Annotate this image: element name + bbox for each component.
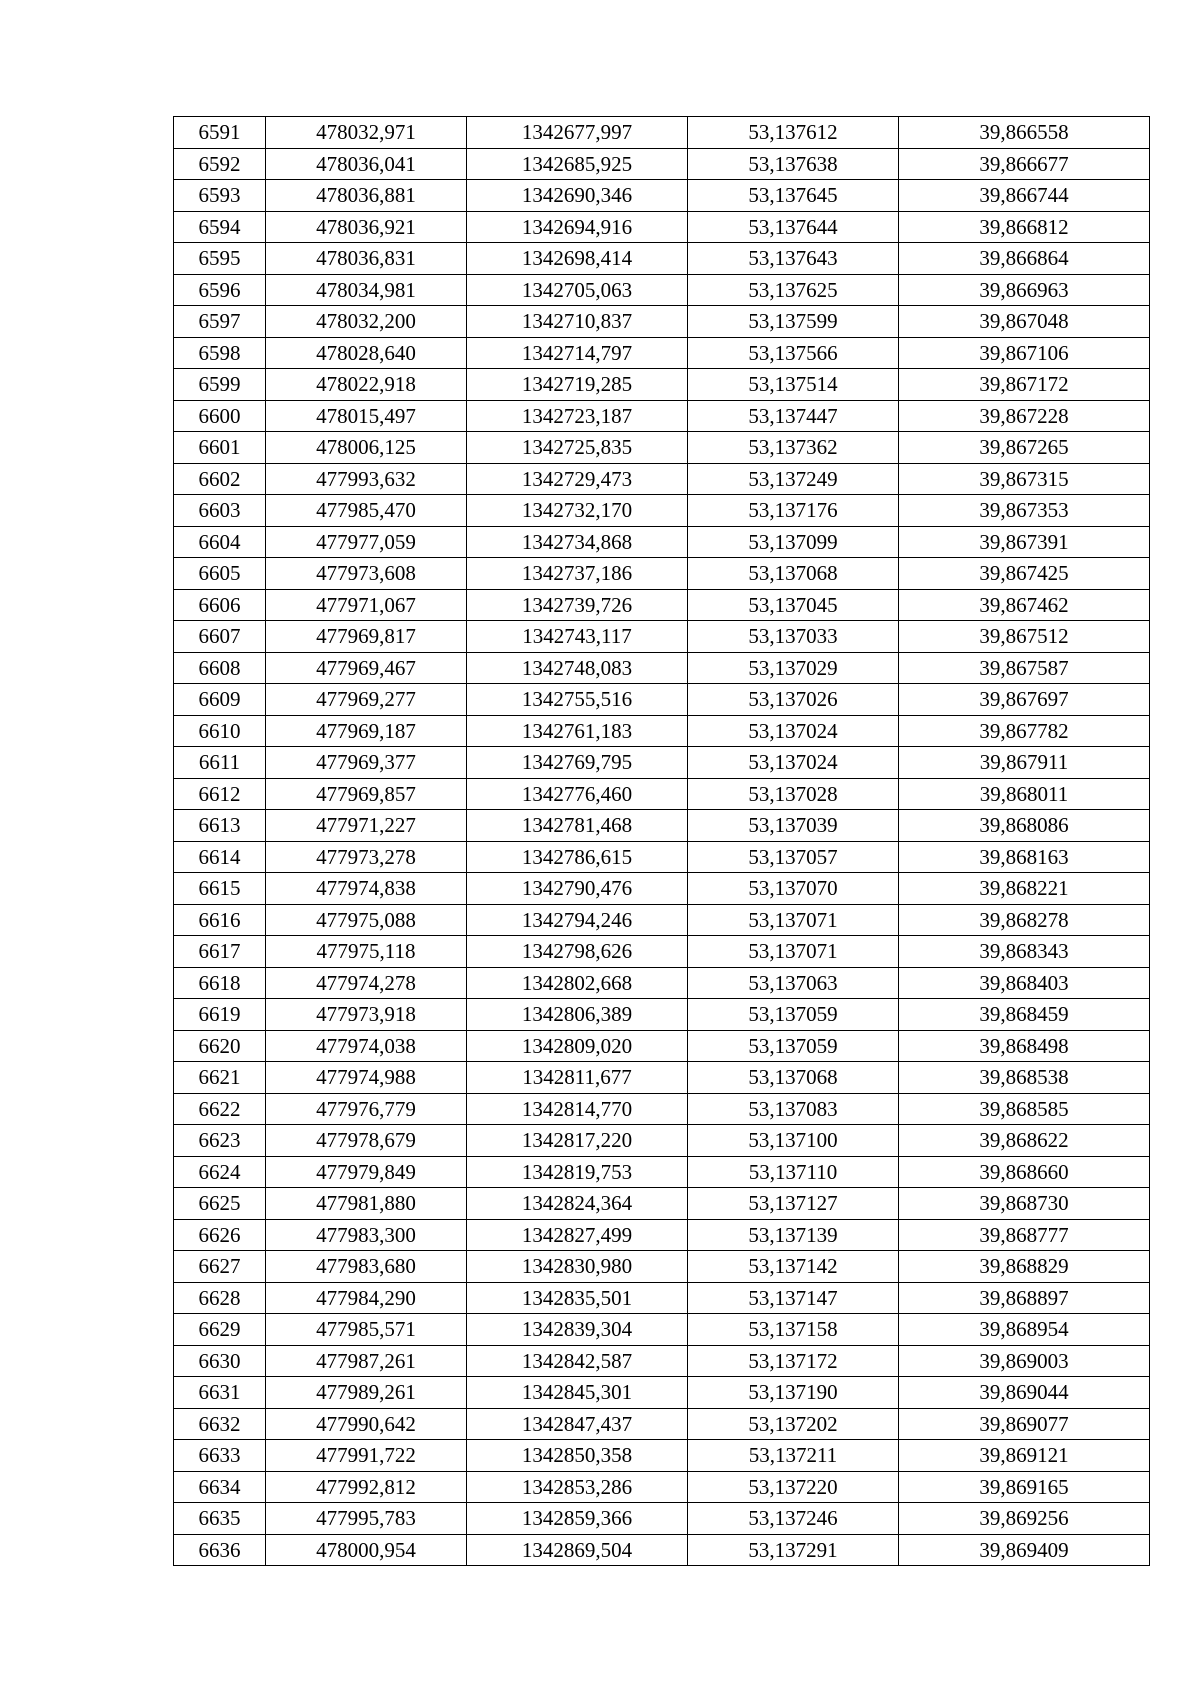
latitude-cell: 53,137110	[688, 1156, 899, 1188]
table-row	[174, 652, 1150, 684]
coordinates-table	[173, 116, 1150, 1566]
table-row	[174, 526, 1150, 558]
point-number-cell: 6634	[174, 1471, 266, 1503]
longitude-cell: 39,868278	[899, 904, 1150, 936]
y-coordinate-cell: 1342694,916	[467, 211, 688, 243]
latitude-cell: 53,137026	[688, 684, 899, 716]
point-number-cell: 6618	[174, 967, 266, 999]
point-number-cell: 6612	[174, 778, 266, 810]
latitude-cell: 53,137249	[688, 463, 899, 495]
x-coordinate-cell: 477969,187	[266, 715, 467, 747]
y-coordinate-cell: 1342732,170	[467, 495, 688, 527]
latitude-cell: 53,137644	[688, 211, 899, 243]
longitude-cell: 39,867172	[899, 369, 1150, 401]
latitude-cell: 53,137638	[688, 148, 899, 180]
table-row	[174, 1408, 1150, 1440]
point-number-cell: 6608	[174, 652, 266, 684]
y-coordinate-cell: 1342802,668	[467, 967, 688, 999]
y-coordinate-cell: 1342853,286	[467, 1471, 688, 1503]
point-number-cell: 6602	[174, 463, 266, 495]
point-number-cell: 6592	[174, 148, 266, 180]
x-coordinate-cell: 477983,300	[266, 1219, 467, 1251]
y-coordinate-cell: 1342769,795	[467, 747, 688, 779]
point-number-cell: 6605	[174, 558, 266, 590]
point-number-cell: 6619	[174, 999, 266, 1031]
x-coordinate-cell: 477981,880	[266, 1188, 467, 1220]
latitude-cell: 53,137211	[688, 1440, 899, 1472]
point-number-cell: 6621	[174, 1062, 266, 1094]
y-coordinate-cell: 1342734,868	[467, 526, 688, 558]
latitude-cell: 53,137068	[688, 1062, 899, 1094]
y-coordinate-cell: 1342847,437	[467, 1408, 688, 1440]
longitude-cell: 39,868011	[899, 778, 1150, 810]
latitude-cell: 53,137127	[688, 1188, 899, 1220]
point-number-cell: 6601	[174, 432, 266, 464]
longitude-cell: 39,869003	[899, 1345, 1150, 1377]
latitude-cell: 53,137566	[688, 337, 899, 369]
point-number-cell: 6607	[174, 621, 266, 653]
point-number-cell: 6597	[174, 306, 266, 338]
longitude-cell: 39,869165	[899, 1471, 1150, 1503]
y-coordinate-cell: 1342723,187	[467, 400, 688, 432]
latitude-cell: 53,137059	[688, 999, 899, 1031]
y-coordinate-cell: 1342739,726	[467, 589, 688, 621]
point-number-cell: 6596	[174, 274, 266, 306]
latitude-cell: 53,137059	[688, 1030, 899, 1062]
longitude-cell: 39,869044	[899, 1377, 1150, 1409]
longitude-cell: 39,868660	[899, 1156, 1150, 1188]
point-number-cell: 6610	[174, 715, 266, 747]
y-coordinate-cell: 1342685,925	[467, 148, 688, 180]
point-number-cell: 6616	[174, 904, 266, 936]
y-coordinate-cell: 1342786,615	[467, 841, 688, 873]
x-coordinate-cell: 477969,377	[266, 747, 467, 779]
x-coordinate-cell: 477991,722	[266, 1440, 467, 1472]
latitude-cell: 53,137514	[688, 369, 899, 401]
latitude-cell: 53,137099	[688, 526, 899, 558]
y-coordinate-cell: 1342748,083	[467, 652, 688, 684]
table-row	[174, 432, 1150, 464]
point-number-cell: 6626	[174, 1219, 266, 1251]
x-coordinate-cell: 477969,817	[266, 621, 467, 653]
y-coordinate-cell: 1342839,304	[467, 1314, 688, 1346]
table-row	[174, 715, 1150, 747]
y-coordinate-cell: 1342835,501	[467, 1282, 688, 1314]
latitude-cell: 53,137447	[688, 400, 899, 432]
latitude-cell: 53,137612	[688, 117, 899, 149]
latitude-cell: 53,137028	[688, 778, 899, 810]
longitude-cell: 39,866677	[899, 148, 1150, 180]
latitude-cell: 53,137362	[688, 432, 899, 464]
point-number-cell: 6613	[174, 810, 266, 842]
longitude-cell: 39,867697	[899, 684, 1150, 716]
longitude-cell: 39,868163	[899, 841, 1150, 873]
longitude-cell: 39,867911	[899, 747, 1150, 779]
y-coordinate-cell: 1342869,504	[467, 1534, 688, 1566]
table-row	[174, 463, 1150, 495]
latitude-cell: 53,137625	[688, 274, 899, 306]
x-coordinate-cell: 477974,988	[266, 1062, 467, 1094]
x-coordinate-cell: 478036,881	[266, 180, 467, 212]
table-row	[174, 841, 1150, 873]
point-number-cell: 6599	[174, 369, 266, 401]
table-row	[174, 1282, 1150, 1314]
x-coordinate-cell: 478036,831	[266, 243, 467, 275]
x-coordinate-cell: 477993,632	[266, 463, 467, 495]
x-coordinate-cell: 478032,200	[266, 306, 467, 338]
table-row	[174, 589, 1150, 621]
table-row	[174, 148, 1150, 180]
table-row	[174, 243, 1150, 275]
y-coordinate-cell: 1342790,476	[467, 873, 688, 905]
y-coordinate-cell: 1342719,285	[467, 369, 688, 401]
point-number-cell: 6633	[174, 1440, 266, 1472]
y-coordinate-cell: 1342827,499	[467, 1219, 688, 1251]
latitude-cell: 53,137643	[688, 243, 899, 275]
y-coordinate-cell: 1342677,997	[467, 117, 688, 149]
x-coordinate-cell: 477995,783	[266, 1503, 467, 1535]
y-coordinate-cell: 1342705,063	[467, 274, 688, 306]
latitude-cell: 53,137083	[688, 1093, 899, 1125]
longitude-cell: 39,868622	[899, 1125, 1150, 1157]
table-row	[174, 274, 1150, 306]
table-row	[174, 1188, 1150, 1220]
table-row	[174, 1377, 1150, 1409]
table-row	[174, 684, 1150, 716]
latitude-cell: 53,137100	[688, 1125, 899, 1157]
latitude-cell: 53,137071	[688, 904, 899, 936]
table-row	[174, 1503, 1150, 1535]
latitude-cell: 53,137024	[688, 715, 899, 747]
x-coordinate-cell: 478006,125	[266, 432, 467, 464]
point-number-cell: 6603	[174, 495, 266, 527]
y-coordinate-cell: 1342842,587	[467, 1345, 688, 1377]
longitude-cell: 39,869077	[899, 1408, 1150, 1440]
latitude-cell: 53,137291	[688, 1534, 899, 1566]
y-coordinate-cell: 1342794,246	[467, 904, 688, 936]
table-row	[174, 1093, 1150, 1125]
table-row	[174, 621, 1150, 653]
point-number-cell: 6631	[174, 1377, 266, 1409]
point-number-cell: 6636	[174, 1534, 266, 1566]
x-coordinate-cell: 477976,779	[266, 1093, 467, 1125]
longitude-cell: 39,868730	[899, 1188, 1150, 1220]
x-coordinate-cell: 477989,261	[266, 1377, 467, 1409]
table-row	[174, 211, 1150, 243]
y-coordinate-cell: 1342776,460	[467, 778, 688, 810]
longitude-cell: 39,866864	[899, 243, 1150, 275]
longitude-cell: 39,868829	[899, 1251, 1150, 1283]
table-row	[174, 369, 1150, 401]
longitude-cell: 39,869121	[899, 1440, 1150, 1472]
x-coordinate-cell: 477979,849	[266, 1156, 467, 1188]
y-coordinate-cell: 1342850,358	[467, 1440, 688, 1472]
x-coordinate-cell: 477969,467	[266, 652, 467, 684]
x-coordinate-cell: 477969,857	[266, 778, 467, 810]
table-row	[174, 936, 1150, 968]
longitude-cell: 39,867315	[899, 463, 1150, 495]
point-number-cell: 6630	[174, 1345, 266, 1377]
x-coordinate-cell: 478036,041	[266, 148, 467, 180]
latitude-cell: 53,137071	[688, 936, 899, 968]
point-number-cell: 6614	[174, 841, 266, 873]
table-row	[174, 306, 1150, 338]
latitude-cell: 53,137063	[688, 967, 899, 999]
longitude-cell: 39,868403	[899, 967, 1150, 999]
latitude-cell: 53,137246	[688, 1503, 899, 1535]
latitude-cell: 53,137172	[688, 1345, 899, 1377]
table-row	[174, 778, 1150, 810]
x-coordinate-cell: 477984,290	[266, 1282, 467, 1314]
table-row	[174, 1125, 1150, 1157]
point-number-cell: 6615	[174, 873, 266, 905]
longitude-cell: 39,867587	[899, 652, 1150, 684]
point-number-cell: 6604	[174, 526, 266, 558]
x-coordinate-cell: 478022,918	[266, 369, 467, 401]
longitude-cell: 39,868498	[899, 1030, 1150, 1062]
x-coordinate-cell: 477992,812	[266, 1471, 467, 1503]
x-coordinate-cell: 478000,954	[266, 1534, 467, 1566]
longitude-cell: 39,867462	[899, 589, 1150, 621]
x-coordinate-cell: 478036,921	[266, 211, 467, 243]
coordinates-table-body	[174, 117, 1150, 1566]
y-coordinate-cell: 1342798,626	[467, 936, 688, 968]
table-row	[174, 1314, 1150, 1346]
table-row	[174, 747, 1150, 779]
point-number-cell: 6591	[174, 117, 266, 149]
longitude-cell: 39,867106	[899, 337, 1150, 369]
x-coordinate-cell: 477987,261	[266, 1345, 467, 1377]
x-coordinate-cell: 477974,278	[266, 967, 467, 999]
latitude-cell: 53,137070	[688, 873, 899, 905]
x-coordinate-cell: 477971,067	[266, 589, 467, 621]
point-number-cell: 6635	[174, 1503, 266, 1535]
longitude-cell: 39,868954	[899, 1314, 1150, 1346]
point-number-cell: 6600	[174, 400, 266, 432]
point-number-cell: 6598	[174, 337, 266, 369]
table-row	[174, 1030, 1150, 1062]
point-number-cell: 6609	[174, 684, 266, 716]
point-number-cell: 6632	[174, 1408, 266, 1440]
y-coordinate-cell: 1342725,835	[467, 432, 688, 464]
latitude-cell: 53,137142	[688, 1251, 899, 1283]
table-row	[174, 117, 1150, 149]
x-coordinate-cell: 477983,680	[266, 1251, 467, 1283]
longitude-cell: 39,867265	[899, 432, 1150, 464]
longitude-cell: 39,866744	[899, 180, 1150, 212]
latitude-cell: 53,137039	[688, 810, 899, 842]
longitude-cell: 39,867512	[899, 621, 1150, 653]
y-coordinate-cell: 1342811,677	[467, 1062, 688, 1094]
latitude-cell: 53,137045	[688, 589, 899, 621]
table-row	[174, 1251, 1150, 1283]
x-coordinate-cell: 477975,118	[266, 936, 467, 968]
longitude-cell: 39,868221	[899, 873, 1150, 905]
y-coordinate-cell: 1342859,366	[467, 1503, 688, 1535]
longitude-cell: 39,867391	[899, 526, 1150, 558]
x-coordinate-cell: 478015,497	[266, 400, 467, 432]
longitude-cell: 39,868897	[899, 1282, 1150, 1314]
x-coordinate-cell: 478032,971	[266, 117, 467, 149]
y-coordinate-cell: 1342814,770	[467, 1093, 688, 1125]
point-number-cell: 6617	[174, 936, 266, 968]
y-coordinate-cell: 1342817,220	[467, 1125, 688, 1157]
point-number-cell: 6627	[174, 1251, 266, 1283]
latitude-cell: 53,137024	[688, 747, 899, 779]
x-coordinate-cell: 477975,088	[266, 904, 467, 936]
y-coordinate-cell: 1342809,020	[467, 1030, 688, 1062]
point-number-cell: 6629	[174, 1314, 266, 1346]
latitude-cell: 53,137220	[688, 1471, 899, 1503]
table-row	[174, 1156, 1150, 1188]
y-coordinate-cell: 1342729,473	[467, 463, 688, 495]
x-coordinate-cell: 478028,640	[266, 337, 467, 369]
table-row	[174, 967, 1150, 999]
latitude-cell: 53,137176	[688, 495, 899, 527]
table-row	[174, 873, 1150, 905]
table-row	[174, 904, 1150, 936]
latitude-cell: 53,137033	[688, 621, 899, 653]
x-coordinate-cell: 477974,838	[266, 873, 467, 905]
y-coordinate-cell: 1342737,186	[467, 558, 688, 590]
point-number-cell: 6628	[174, 1282, 266, 1314]
longitude-cell: 39,868538	[899, 1062, 1150, 1094]
x-coordinate-cell: 477971,227	[266, 810, 467, 842]
table-row	[174, 558, 1150, 590]
table-row	[174, 810, 1150, 842]
y-coordinate-cell: 1342743,117	[467, 621, 688, 653]
point-number-cell: 6595	[174, 243, 266, 275]
point-number-cell: 6620	[174, 1030, 266, 1062]
table-row	[174, 495, 1150, 527]
latitude-cell: 53,137645	[688, 180, 899, 212]
point-number-cell: 6625	[174, 1188, 266, 1220]
latitude-cell: 53,137158	[688, 1314, 899, 1346]
longitude-cell: 39,866963	[899, 274, 1150, 306]
longitude-cell: 39,867228	[899, 400, 1150, 432]
y-coordinate-cell: 1342830,980	[467, 1251, 688, 1283]
x-coordinate-cell: 477985,470	[266, 495, 467, 527]
longitude-cell: 39,867425	[899, 558, 1150, 590]
table-row	[174, 1471, 1150, 1503]
x-coordinate-cell: 477978,679	[266, 1125, 467, 1157]
longitude-cell: 39,868343	[899, 936, 1150, 968]
point-number-cell: 6606	[174, 589, 266, 621]
x-coordinate-cell: 477969,277	[266, 684, 467, 716]
y-coordinate-cell: 1342806,389	[467, 999, 688, 1031]
longitude-cell: 39,867048	[899, 306, 1150, 338]
point-number-cell: 6611	[174, 747, 266, 779]
x-coordinate-cell: 477990,642	[266, 1408, 467, 1440]
table-row	[174, 1062, 1150, 1094]
latitude-cell: 53,137190	[688, 1377, 899, 1409]
longitude-cell: 39,866812	[899, 211, 1150, 243]
x-coordinate-cell: 477985,571	[266, 1314, 467, 1346]
point-number-cell: 6594	[174, 211, 266, 243]
longitude-cell: 39,867353	[899, 495, 1150, 527]
table-row	[174, 337, 1150, 369]
table-row	[174, 180, 1150, 212]
latitude-cell: 53,137599	[688, 306, 899, 338]
point-number-cell: 6624	[174, 1156, 266, 1188]
y-coordinate-cell: 1342824,364	[467, 1188, 688, 1220]
longitude-cell: 39,869409	[899, 1534, 1150, 1566]
latitude-cell: 53,137139	[688, 1219, 899, 1251]
longitude-cell: 39,868777	[899, 1219, 1150, 1251]
y-coordinate-cell: 1342781,468	[467, 810, 688, 842]
longitude-cell: 39,868585	[899, 1093, 1150, 1125]
longitude-cell: 39,869256	[899, 1503, 1150, 1535]
table-row	[174, 1219, 1150, 1251]
y-coordinate-cell: 1342710,837	[467, 306, 688, 338]
y-coordinate-cell: 1342714,797	[467, 337, 688, 369]
x-coordinate-cell: 477973,278	[266, 841, 467, 873]
latitude-cell: 53,137068	[688, 558, 899, 590]
latitude-cell: 53,137057	[688, 841, 899, 873]
table-row	[174, 1440, 1150, 1472]
point-number-cell: 6593	[174, 180, 266, 212]
point-number-cell: 6623	[174, 1125, 266, 1157]
latitude-cell: 53,137029	[688, 652, 899, 684]
y-coordinate-cell: 1342761,183	[467, 715, 688, 747]
table-row	[174, 1345, 1150, 1377]
x-coordinate-cell: 477973,918	[266, 999, 467, 1031]
point-number-cell: 6622	[174, 1093, 266, 1125]
longitude-cell: 39,868086	[899, 810, 1150, 842]
table-row	[174, 1534, 1150, 1566]
longitude-cell: 39,867782	[899, 715, 1150, 747]
y-coordinate-cell: 1342819,753	[467, 1156, 688, 1188]
y-coordinate-cell: 1342690,346	[467, 180, 688, 212]
x-coordinate-cell: 477974,038	[266, 1030, 467, 1062]
table-row	[174, 999, 1150, 1031]
latitude-cell: 53,137147	[688, 1282, 899, 1314]
longitude-cell: 39,866558	[899, 117, 1150, 149]
latitude-cell: 53,137202	[688, 1408, 899, 1440]
x-coordinate-cell: 478034,981	[266, 274, 467, 306]
y-coordinate-cell: 1342755,516	[467, 684, 688, 716]
x-coordinate-cell: 477977,059	[266, 526, 467, 558]
table-row	[174, 400, 1150, 432]
y-coordinate-cell: 1342698,414	[467, 243, 688, 275]
x-coordinate-cell: 477973,608	[266, 558, 467, 590]
longitude-cell: 39,868459	[899, 999, 1150, 1031]
y-coordinate-cell: 1342845,301	[467, 1377, 688, 1409]
